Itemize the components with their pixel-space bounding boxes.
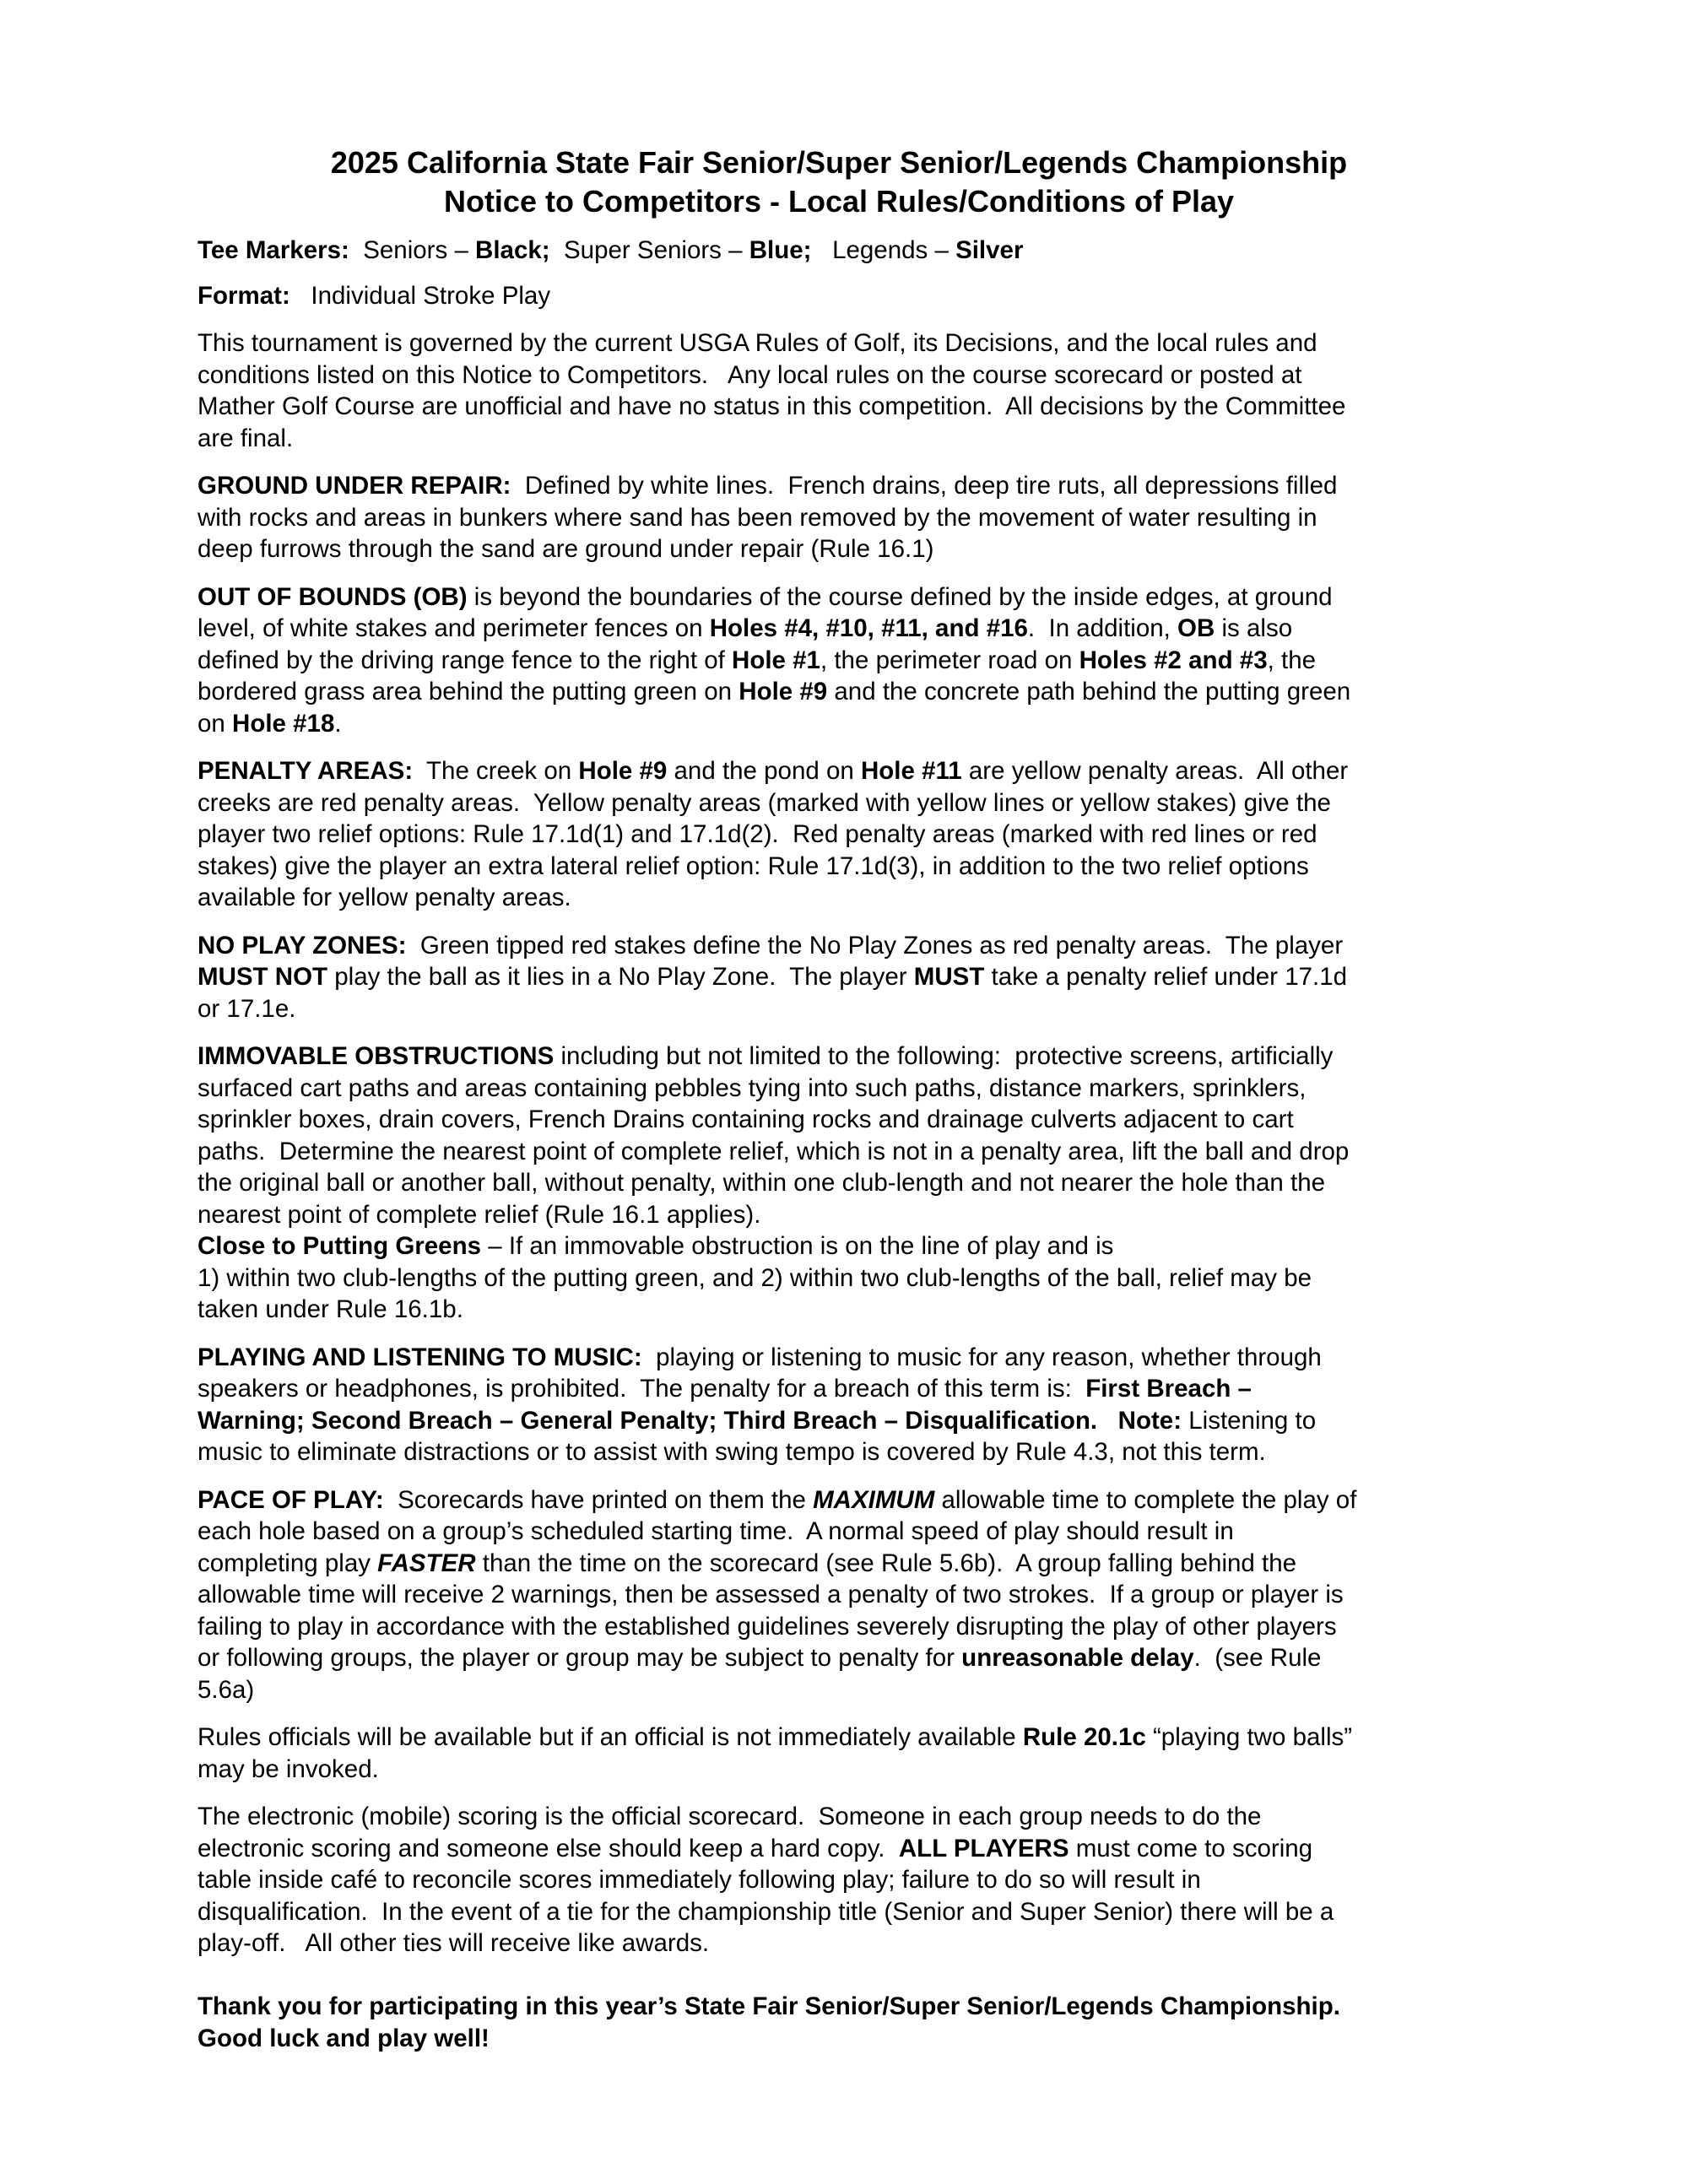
body-text: Legends – xyxy=(811,236,956,264)
body-text: . (see Rule xyxy=(1193,1644,1322,1672)
emphasis-text: Hole #9 xyxy=(578,757,668,785)
text-line xyxy=(197,1991,1480,2023)
notice-document xyxy=(197,143,1480,2070)
body-text: creeks are red penalty areas. Yellow penalty areas (marked with yellow lines or yellow stakes) give the xyxy=(197,788,1331,817)
text-line xyxy=(197,1579,1480,1611)
body-text: level, of white stakes and perimeter fences on xyxy=(197,614,710,642)
paragraph-penalty-areas xyxy=(197,755,1480,914)
body-text: or 17.1e. xyxy=(197,994,296,1023)
body-text: take a penalty relief under 17.1d xyxy=(984,963,1348,991)
body-text: must come to scoring xyxy=(1069,1834,1313,1862)
body-text: taken under Rule 16.1b. xyxy=(197,1295,463,1323)
body-text: . In addition, xyxy=(1027,614,1178,642)
text-line xyxy=(197,359,1480,392)
text-line xyxy=(197,280,1480,312)
text-line xyxy=(197,391,1480,423)
emphasis-text: Holes #2 and #3 xyxy=(1079,646,1268,674)
body-text: with rocks and areas in bunkers where sand has been removed by the movement of water resulting in xyxy=(197,503,1317,532)
text-line xyxy=(197,1294,1480,1326)
body-text: playing or listening to music for any reason, whether through xyxy=(641,1343,1322,1371)
text-line xyxy=(197,613,1480,645)
body-text: – If an immovable obstruction is on the line of play and is xyxy=(481,1232,1114,1260)
body-text: each hole based on a group’s scheduled starting time. A normal speed of play should result in xyxy=(197,1517,1234,1545)
text-line xyxy=(197,470,1480,502)
body-text: allowable time will receive 2 warnings, then be assessed a penalty of two strokes. If a group or player is xyxy=(197,1581,1344,1608)
emphasis-text: PENALTY AREAS: xyxy=(197,757,414,785)
body-text: defined by the driving range fence to the right of xyxy=(197,646,733,674)
text-line xyxy=(197,1342,1480,1374)
body-text: Listening to xyxy=(1182,1406,1317,1435)
text-line xyxy=(197,1136,1480,1168)
paragraph-pace-of-play xyxy=(197,1484,1480,1706)
text-line xyxy=(197,1262,1480,1295)
emphasis-text: FASTER xyxy=(377,1549,476,1577)
body-text: is beyond the boundaries of the course defined by the inside edges, at ground xyxy=(467,582,1333,611)
body-text: Rules officials will be available but if an official is not immediately available xyxy=(197,1723,1023,1751)
emphasis-text: OUT OF BOUNDS (OB) xyxy=(197,582,468,611)
emphasis-text: unreasonable delay xyxy=(961,1644,1194,1672)
paragraph-no-play-zones xyxy=(197,930,1480,1025)
text-line xyxy=(197,1073,1480,1105)
emphasis-text: GROUND UNDER REPAIR: xyxy=(197,472,511,500)
paragraph-tee-markers xyxy=(197,235,1480,267)
emphasis-text: MAXIMUM xyxy=(813,1485,935,1514)
text-line xyxy=(197,1436,1480,1468)
emphasis-text: Blue; xyxy=(749,236,812,264)
text-line xyxy=(197,1548,1480,1580)
text-line xyxy=(197,1674,1480,1706)
text-line xyxy=(197,1104,1480,1136)
body-text: , the perimeter road on xyxy=(820,646,1079,674)
body-text: conditions listed on this Notice to Competitors. Any local rules on the course scorecard or posted at xyxy=(197,360,1302,389)
body-text: Seniors – xyxy=(349,236,476,264)
emphasis-text: IMMOVABLE OBSTRUCTIONS xyxy=(197,1042,555,1070)
text-line xyxy=(197,1405,1480,1437)
body-text: allowable time to complete the play of xyxy=(934,1485,1357,1514)
body-text: table inside café to reconcile scores immediately following play; failure to do so will result in xyxy=(197,1866,1201,1894)
body-text: The electronic (mobile) scoring is the official scorecard. Someone in each group needs to do the xyxy=(197,1803,1262,1830)
body-text: 5.6a) xyxy=(197,1675,255,1704)
body-text: . xyxy=(334,709,342,738)
paragraph-rules-officials xyxy=(197,1722,1480,1785)
title-line-1: 2025 California State Fair Senior/Super Senior/Legends Championship xyxy=(330,145,1348,180)
paragraph-out-of-bounds xyxy=(197,581,1480,740)
body-text: This tournament is governed by the current USGA Rules of Golf, its Decisions, and the local rules and xyxy=(197,329,1317,357)
body-text: player two relief options: Rule 17.1d(1) and 17.1d(2). Red penalty areas (marked with red lines or red xyxy=(197,820,1317,848)
body-text: Super Seniors – xyxy=(549,236,749,264)
emphasis-text: Holes #4, #10, #11, and #16 xyxy=(709,614,1028,642)
body-text: and the pond on xyxy=(667,757,861,785)
text-line xyxy=(197,708,1480,740)
emphasis-text: Warning; Second Breach – General Penalty; Third Breach – Disqualification. Note: xyxy=(197,1406,1182,1435)
emphasis-text: Silver xyxy=(955,236,1024,264)
body-text: “playing two balls” xyxy=(1145,1723,1353,1751)
text-line xyxy=(197,533,1480,565)
paragraph-format xyxy=(197,280,1480,312)
body-text: electronic scoring and someone else should keep a hard copy. xyxy=(197,1834,899,1862)
body-text: nearest point of complete relief (Rule 16.1 applies). xyxy=(197,1200,761,1229)
text-line xyxy=(197,961,1480,993)
body-text: Green tipped red stakes define the No Play Zones as red penalty areas. The player xyxy=(406,931,1344,960)
text-line xyxy=(197,882,1480,914)
emphasis-text: PACE OF PLAY: xyxy=(197,1485,384,1514)
emphasis-text: Hole #1 xyxy=(732,646,820,674)
text-line xyxy=(197,645,1480,677)
paragraph-ground-under-repair xyxy=(197,470,1480,565)
body-text: Individual Stroke Play xyxy=(289,282,551,310)
body-text: play-off. All other ties will receive like awards. xyxy=(197,1929,710,1957)
emphasis-text: MUST NOT xyxy=(197,963,328,991)
emphasis-text: Hole #11 xyxy=(860,757,962,785)
text-line xyxy=(197,993,1480,1025)
text-line xyxy=(197,1516,1480,1548)
text-line xyxy=(197,1927,1480,1960)
text-line xyxy=(197,1896,1480,1928)
text-line xyxy=(197,1864,1480,1896)
body-text: 1) within two club-lengths of the putting green, and 2) within two club-lengths of the ball, relief may be xyxy=(197,1263,1312,1292)
body-text: bordered grass area behind the putting green on xyxy=(197,678,739,705)
emphasis-text: NO PLAY ZONES: xyxy=(197,931,407,960)
rules-body xyxy=(197,235,1480,2054)
text-line xyxy=(197,1801,1480,1833)
body-text: sprinkler boxes, drain covers, French Drains containing rocks and drainage culverts adjacent to cart xyxy=(197,1106,1294,1133)
paragraph-electronic-scoring xyxy=(197,1801,1480,1960)
text-line xyxy=(197,851,1480,883)
text-line xyxy=(197,581,1480,614)
text-line xyxy=(197,1722,1480,1754)
title-line-2: Notice to Competitors - Local Rules/Conditions of Play xyxy=(443,184,1235,219)
text-line xyxy=(197,1230,1480,1262)
emphasis-text: Thank you for participating in this year’s State Fair Senior/Super Senior/Legends Championship. xyxy=(197,1992,1340,2020)
paragraph-music xyxy=(197,1342,1480,1468)
body-text: than the time on the scorecard (see Rule 5.6b). A group falling behind the xyxy=(475,1549,1297,1577)
text-line xyxy=(197,327,1480,359)
text-line xyxy=(197,1373,1480,1405)
text-line xyxy=(197,1611,1480,1643)
text-line xyxy=(197,1642,1480,1674)
paragraph-closing-thanks xyxy=(197,1991,1480,2054)
emphasis-text: ALL PLAYERS xyxy=(898,1834,1069,1862)
text-line xyxy=(197,755,1480,787)
body-text: on xyxy=(197,709,233,738)
text-line xyxy=(197,1833,1480,1865)
body-text: is also xyxy=(1215,614,1293,642)
body-text: Mather Golf Course are unofficial and have no status in this competition. All decisions by the Committee xyxy=(197,392,1346,420)
text-line xyxy=(197,1167,1480,1199)
body-text: failing to play in accordance with the established guidelines severely disrupting the play of other players xyxy=(197,1612,1337,1641)
body-text: The creek on xyxy=(413,757,579,785)
paragraph-governing-rules xyxy=(197,327,1480,454)
emphasis-text: Good luck and play well! xyxy=(197,2024,490,2052)
emphasis-text: First Breach – xyxy=(1085,1375,1252,1403)
body-text: disqualification. In the event of a tie for the championship title (Senior and Super Senior) there will be a xyxy=(197,1897,1334,1926)
text-line xyxy=(197,1484,1480,1516)
paragraph-immovable-obstructions xyxy=(197,1041,1480,1326)
text-line xyxy=(197,930,1480,962)
text-line xyxy=(197,423,1480,455)
text-line xyxy=(197,787,1480,819)
body-text: Defined by white lines. French drains, deep tire ruts, all depressions filled xyxy=(511,472,1338,500)
text-line xyxy=(197,819,1480,851)
body-text: play the ball as it lies in a No Play Zone. The player xyxy=(327,963,914,991)
text-line xyxy=(197,235,1480,267)
text-line xyxy=(197,1041,1480,1073)
emphasis-text: Close to Putting Greens xyxy=(197,1232,482,1260)
body-text: speakers or headphones, is prohibited. The penalty for a breach of this term is: xyxy=(197,1375,1086,1403)
body-text: surfaced cart paths and areas containing pebbles tying into such paths, distance markers, sprinklers, xyxy=(197,1073,1307,1102)
body-text: paths. Determine the nearest point of complete relief, which is not in a penalty area, lift the ball and drop xyxy=(197,1137,1350,1165)
emphasis-text: Hole #18 xyxy=(232,709,335,738)
body-text: Scorecards have printed on them the xyxy=(383,1485,814,1514)
emphasis-text: Rule 20.1c xyxy=(1022,1723,1146,1751)
body-text: are final. xyxy=(197,424,294,452)
emphasis-text: OB xyxy=(1177,614,1215,642)
text-line xyxy=(197,1199,1480,1231)
text-line xyxy=(197,502,1480,534)
body-text: or following groups, the player or group may be subject to penalty for xyxy=(197,1644,962,1672)
body-text: and the concrete path behind the putting green xyxy=(827,678,1351,705)
emphasis-text: Format: xyxy=(197,282,290,310)
body-text: deep furrows through the sand are ground under repair (Rule 16.1) xyxy=(197,535,934,563)
text-line xyxy=(197,676,1480,708)
emphasis-text: MUST xyxy=(913,963,985,991)
body-text: may be invoked. xyxy=(197,1754,379,1783)
body-text: including but not limited to the following: protective screens, artificially xyxy=(554,1042,1334,1070)
emphasis-text: PLAYING AND LISTENING TO MUSIC: xyxy=(197,1343,642,1371)
emphasis-text: Hole #9 xyxy=(738,678,828,705)
body-text: stakes) give the player an extra lateral relief option: Rule 17.1d(3), in addition to the two relief options xyxy=(197,851,1309,880)
body-text: , the xyxy=(1267,646,1317,674)
body-text: the original ball or another ball, without penalty, within one club-length and not nearer the hole than the xyxy=(197,1169,1326,1197)
body-text: completing play xyxy=(197,1549,378,1577)
document-title xyxy=(197,143,1480,221)
body-text: are yellow penalty areas. All other xyxy=(961,757,1349,785)
emphasis-text: Black; xyxy=(475,236,550,264)
body-text: music to eliminate distractions or to assist with swing tempo is covered by Rule 4.3, not this term. xyxy=(197,1438,1266,1466)
body-text: available for yellow penalty areas. xyxy=(197,884,571,911)
text-line xyxy=(197,2023,1480,2055)
text-line xyxy=(197,1754,1480,1786)
emphasis-text: Tee Markers: xyxy=(197,236,349,264)
